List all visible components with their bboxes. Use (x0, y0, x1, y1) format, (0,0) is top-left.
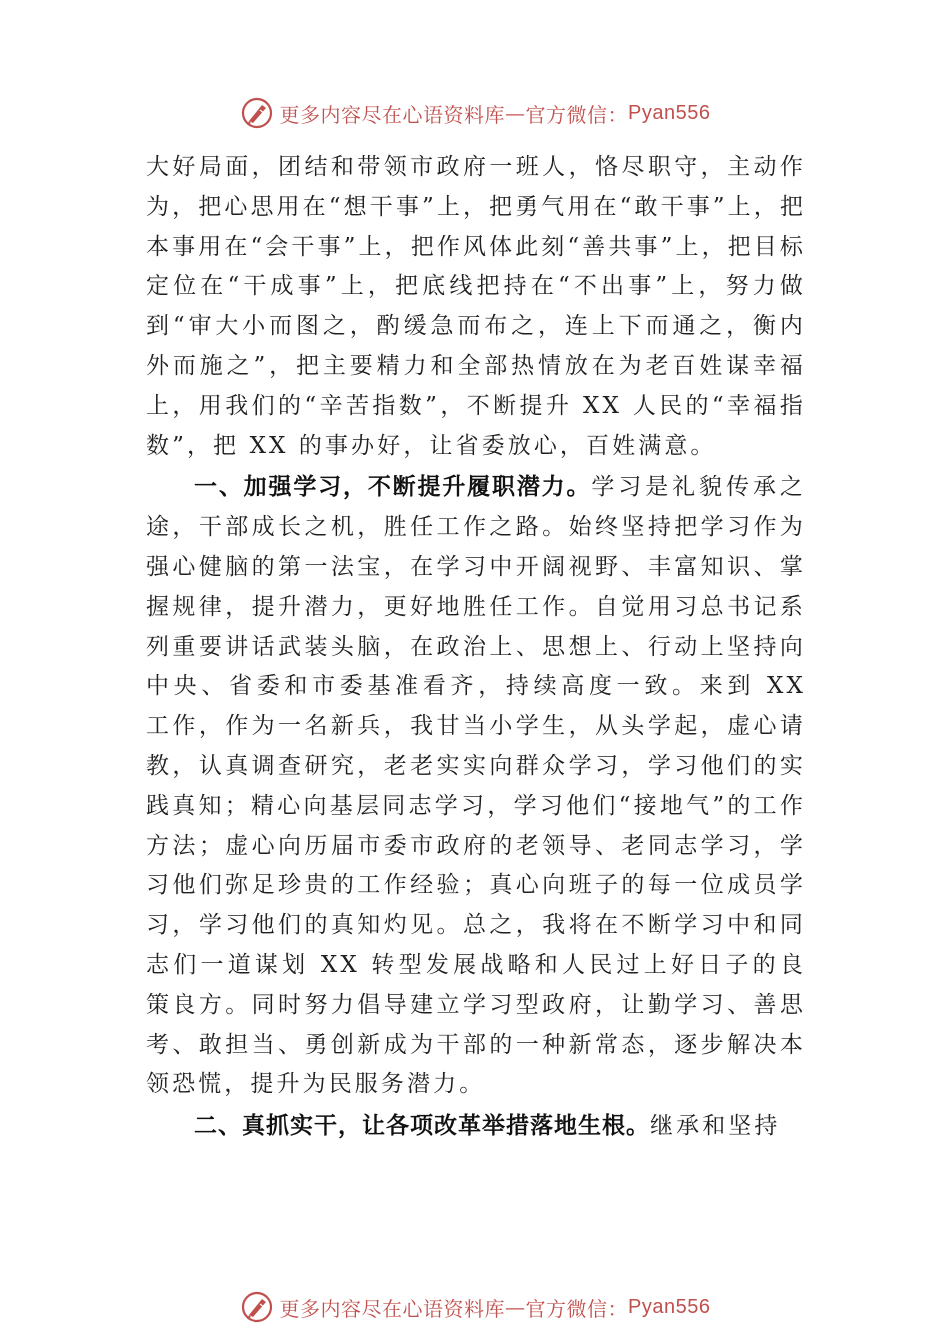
watermark-account: Pyan556 (628, 101, 711, 124)
watermark-brand: 更多内容尽在心语资料库 (279, 102, 506, 127)
watermark-label: 官方微信： (525, 102, 629, 127)
watermark-separator: — (505, 1295, 526, 1319)
footer-watermark (0, 1290, 950, 1324)
section-heading-reform: 二、真抓实干，让各项改革举措落地生根。 (194, 1113, 650, 1140)
quill-pen-logo-icon (240, 96, 274, 130)
watermark-brand: 更多内容尽在心语资料库 (279, 1296, 506, 1321)
watermark-label: 官方微信： (525, 1296, 629, 1321)
watermark-separator: — (505, 101, 526, 125)
document-body (146, 148, 806, 1147)
paragraph-intro (146, 148, 806, 466)
paragraph-body: 学习是礼貌传承之途，干部成长之机，胜任工作之路。始终坚持把学习作为强心健脑的第一法宝，在学习中开阔视野、丰富知识、掌握规律，提升潜力，更好地胜任工作。自觉用习总书记系列重要讲话武装头脑，在政治上、思想上、行动上坚持向中央、省委和市委基准看齐，持续高度一致。来到 XX 工作，作为一名新兵，我甘当小学生，从头学起，虚心请教，认真调查研究，老老实实向群众学习，学习他们的实践真知；精心向基层同志学习，学习他们“接地气”的工作方法；虚心向历届市委市政府的老领导、老同志学习，学习他们弥足珍贵的工作经验；真心向班子的每一位成员学习，学习他们的真知灼见。总之，我将在不断学习中和同志们一道谋划 XX 转型发展战略和人民过上好日子的良策良方。同时努力倡导建立学习型政府，让勤学习、善思考、敢担当、勇创新成为干部的一种新常态，逐步解决本领恐慌，提升为民服务潜力。 (146, 474, 806, 1098)
paragraph-study (146, 468, 806, 1105)
watermark-account: Pyan556 (628, 1295, 711, 1318)
paragraph-body: 大好局面，团结和带领市政府一班人，恪尽职守，主动作为，把心思用在“想干事”上，把勇气用在“敢干事”上，把本事用在“会干事”上，把作风体此刻“善共事”上，把目标定位在“干成事”上，把底线把持在“不出事”上，努力做到“审大小而图之，酌缓急而布之，连上下而通之，衡内外而施之”，把主要精力和全部热情放在为老百姓谋幸福上，用我们的“辛苦指数”，不断提升 XX 人民的“幸福指数”，把 XX 的事办好，让省委放心，百姓满意。 (146, 154, 806, 459)
paragraph-body: 继承和坚持 (650, 1113, 781, 1140)
header-watermark (0, 96, 950, 130)
paragraph-reform (146, 1107, 806, 1147)
quill-pen-logo-icon (240, 1290, 274, 1324)
section-heading-study: 一、加强学习，不断提升履职潜力。 (194, 474, 592, 501)
